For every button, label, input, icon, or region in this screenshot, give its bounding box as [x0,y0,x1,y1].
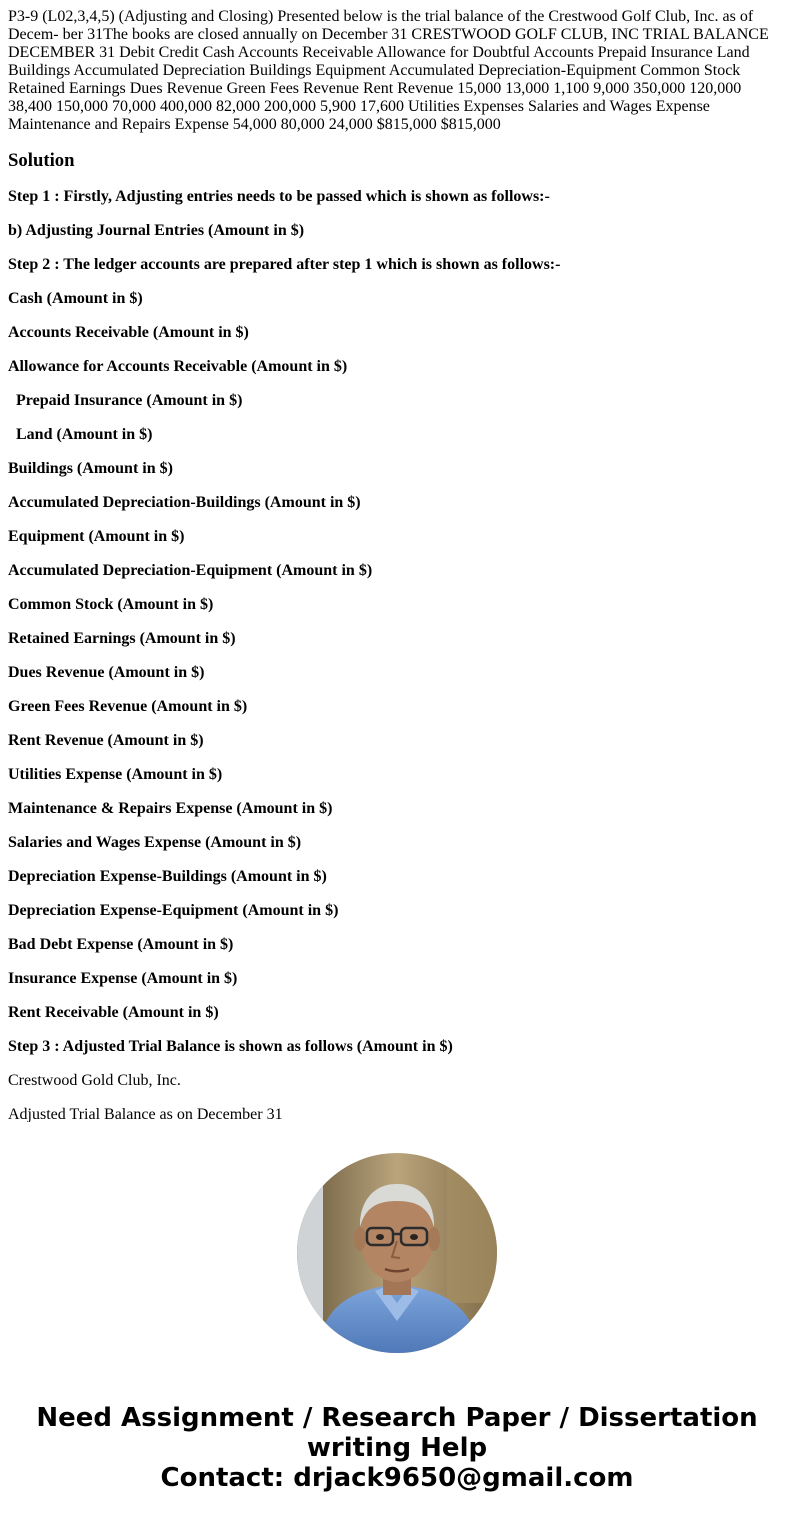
ledger-heading-equipment: Equipment (Amount in $) [8,528,185,545]
promo-contact: Contact: drjack9650@gmail.com [160,1463,634,1493]
ledger-heading-insurance-expense: Insurance Expense (Amount in $) [8,970,238,987]
ledger-heading-buildings: Buildings (Amount in $) [8,460,173,477]
adjusted-trial-balance-title: Adjusted Trial Balance as on December 31 [8,1106,283,1122]
ledger-heading-cash: Cash (Amount in $) [8,290,143,307]
ledger-heading-maintenance-expense: Maintenance & Repairs Expense (Amount in $) [8,800,333,817]
ledger-heading-allowance: Allowance for Accounts Receivable (Amount in $) [8,358,348,375]
ledger-heading-salaries-expense: Salaries and Wages Expense (Amount in $) [8,834,302,851]
tutor-portrait-image [297,1153,497,1353]
ledger-heading-retained-earnings: Retained Earnings (Amount in $) [8,630,236,647]
ledger-heading-dep-expense-buildings: Depreciation Expense-Buildings (Amount in $) [8,868,327,885]
promo-line-2: writing Help [306,1433,488,1463]
step-3-heading: Step 3 : Adjusted Trial Balance is shown as follows (Amount in $) [8,1038,453,1055]
promo-banner [0,1403,794,1493]
solution-heading: Solution [8,150,75,171]
ledger-heading-utilities-expense: Utilities Expense (Amount in $) [8,766,223,783]
problem-statement: P3-9 (L02,3,4,5) (Adjusting and Closing) Presented below is the trial balance of the Crestwood Golf Club, Inc. as of Decem- ber 31The books are closed annually on December 31 CRESTWOOD GOLF CLUB, INC TRIAL BALANCE DECEMBER 31 Debit Credit Cash Accounts Receivable Allowance for Doubtful Accounts Prepaid Insurance Land Buildings Accumulated Depreciation Buildings Equipment Accumulated Depreciation-Equipment Common Stock Retained Earnings Dues Revenue Green Fees Revenue Rent Revenue 15,000 13,000 1,100 9,000 350,000 120,000 38,400 150,000 70,000 400,000 82,000 200,000 5,900 17,600 Utilities Expenses Salaries and Wages Expense Maintenance and Repairs Expense 54,000 80,000 24,000 $815,000 $815,000 [8,8,769,133]
ledger-heading-prepaid-insurance: Prepaid Insurance (Amount in $) [16,392,243,409]
ledger-heading-land: Land (Amount in $) [16,426,153,443]
ledger-heading-common-stock: Common Stock (Amount in $) [8,596,214,613]
ledger-heading-dep-expense-equipment: Depreciation Expense-Equipment (Amount in $) [8,902,339,919]
promo-line-1: Need Assignment / Research Paper / Dissertation [36,1403,758,1433]
step-1-heading: Step 1 : Firstly, Adjusting entries needs to be passed which is shown as follows:- [8,188,550,205]
ledger-heading-accounts-receivable: Accounts Receivable (Amount in $) [8,324,249,341]
ledger-heading-accdep-equipment: Accumulated Depreciation-Equipment (Amount in $) [8,562,373,579]
ledger-heading-rent-revenue: Rent Revenue (Amount in $) [8,732,204,749]
ledger-heading-dues-revenue: Dues Revenue (Amount in $) [8,664,205,681]
step-2-heading: Step 2 : The ledger accounts are prepared after step 1 which is shown as follows:- [8,256,561,273]
ledger-heading-bad-debt-expense: Bad Debt Expense (Amount in $) [8,936,234,953]
adjusting-journal-heading: b) Adjusting Journal Entries (Amount in $) [8,222,305,239]
solution-content [8,0,786,1122]
company-name: Crestwood Gold Club, Inc. [8,1072,181,1089]
tutor-photo [297,1153,497,1353]
ledger-heading-accdep-buildings: Accumulated Depreciation-Buildings (Amount in $) [8,494,361,511]
ledger-heading-rent-receivable: Rent Receivable (Amount in $) [8,1004,219,1021]
ledger-heading-green-fees-revenue: Green Fees Revenue (Amount in $) [8,698,248,715]
